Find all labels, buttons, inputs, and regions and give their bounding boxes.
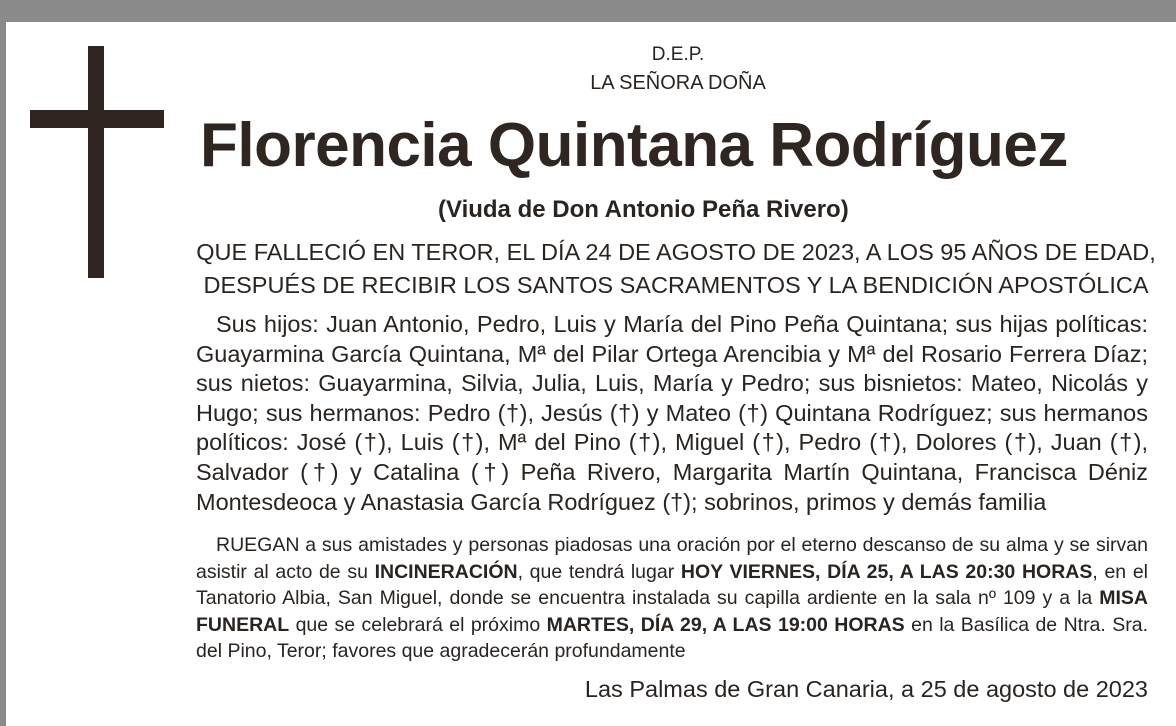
dep-heading: D.E.P.	[651, 44, 705, 65]
ruegan-bold-incineracion: INCINERACIÓN	[374, 560, 518, 583]
ruegan-bold-misa-time: MARTES, DÍA 29, A LAS 19:00 HORAS	[546, 613, 905, 636]
ruegan-text-1: RUEGAN a sus amistades y personas piadosas una oración por el eterno descanso de su alma y se sirvan asistir al acto de su	[196, 534, 1148, 583]
death-notice-line-2: DESPUÉS DE RECIBIR LOS SANTOS SACRAMENTOS Y LA BENDICIÓN APOSTÓLICA	[203, 272, 1149, 298]
deceased-name: Florencia Quintana Rodríguez	[200, 111, 1068, 180]
ruegan-text-5: en la Basílica de Ntra. Sra. del Pino, Teror; favores que agradecerán profundamente	[196, 613, 1148, 662]
ruegan-text-3: , en el Tanatorio Albia, San Miguel, donde se encuentra instalada su capilla ardiente en la sala nº 109 y a la	[196, 560, 1148, 609]
place-date: Las Palmas de Gran Canaria, a 25 de agosto de 2023	[584, 676, 1148, 702]
title-heading: LA SEÑORA DOÑA	[590, 72, 766, 94]
ruegan-paragraph	[196, 532, 1148, 665]
ruegan-text-2: , que tendrá lugar	[517, 560, 681, 583]
death-notice	[196, 236, 1156, 302]
ruegan-bold-incineracion-time: HOY VIERNES, DÍA 25, A LAS 20:30 HORAS	[680, 560, 1093, 583]
family-paragraph: Sus hijos: Juan Antonio, Pedro, Luis y María del Pino Peña Quintana; sus hijas políticas: Guayarmina García Quintana, Mª del Pilar Ortega Arencibia y Mª del Rosario Ferrera Díaz; sus nietos: Guayarmina, Silvia, Julia, Luis, María y Pedro; sus bisnietos: Mateo, Nicolás y Hugo; sus hermanos: Pedro (†), Jesús (†) y Mateo (†) Quintana Rodríguez; sus hermanos políticos: José (†), Luis (†), Mª del Pino (†), Miguel (†), Pedro (†), Dolores (†), Juan (†), Salvador (†) y Catalina (†) Peña Rivero, Margarita Martín Quintana, Francisca Déniz Montesdeoca y Anastasia García Rodríguez (†); sobrinos, primos y demás familia	[196, 311, 1148, 515]
death-notice-line-1: QUE FALLECIÓ EN TEROR, EL DÍA 24 DE AGOSTO DE 2023, A LOS 95 AÑOS DE EDAD,	[196, 239, 1156, 265]
cross-horizontal-bar	[30, 110, 164, 128]
ruegan-text-4: que se celebrará el próximo	[289, 613, 547, 636]
widow-note: (Viuda de Don Antonio Peña Rivero)	[438, 196, 849, 223]
ruegan-bold-misa: MISA FUNERAL	[196, 587, 1148, 636]
